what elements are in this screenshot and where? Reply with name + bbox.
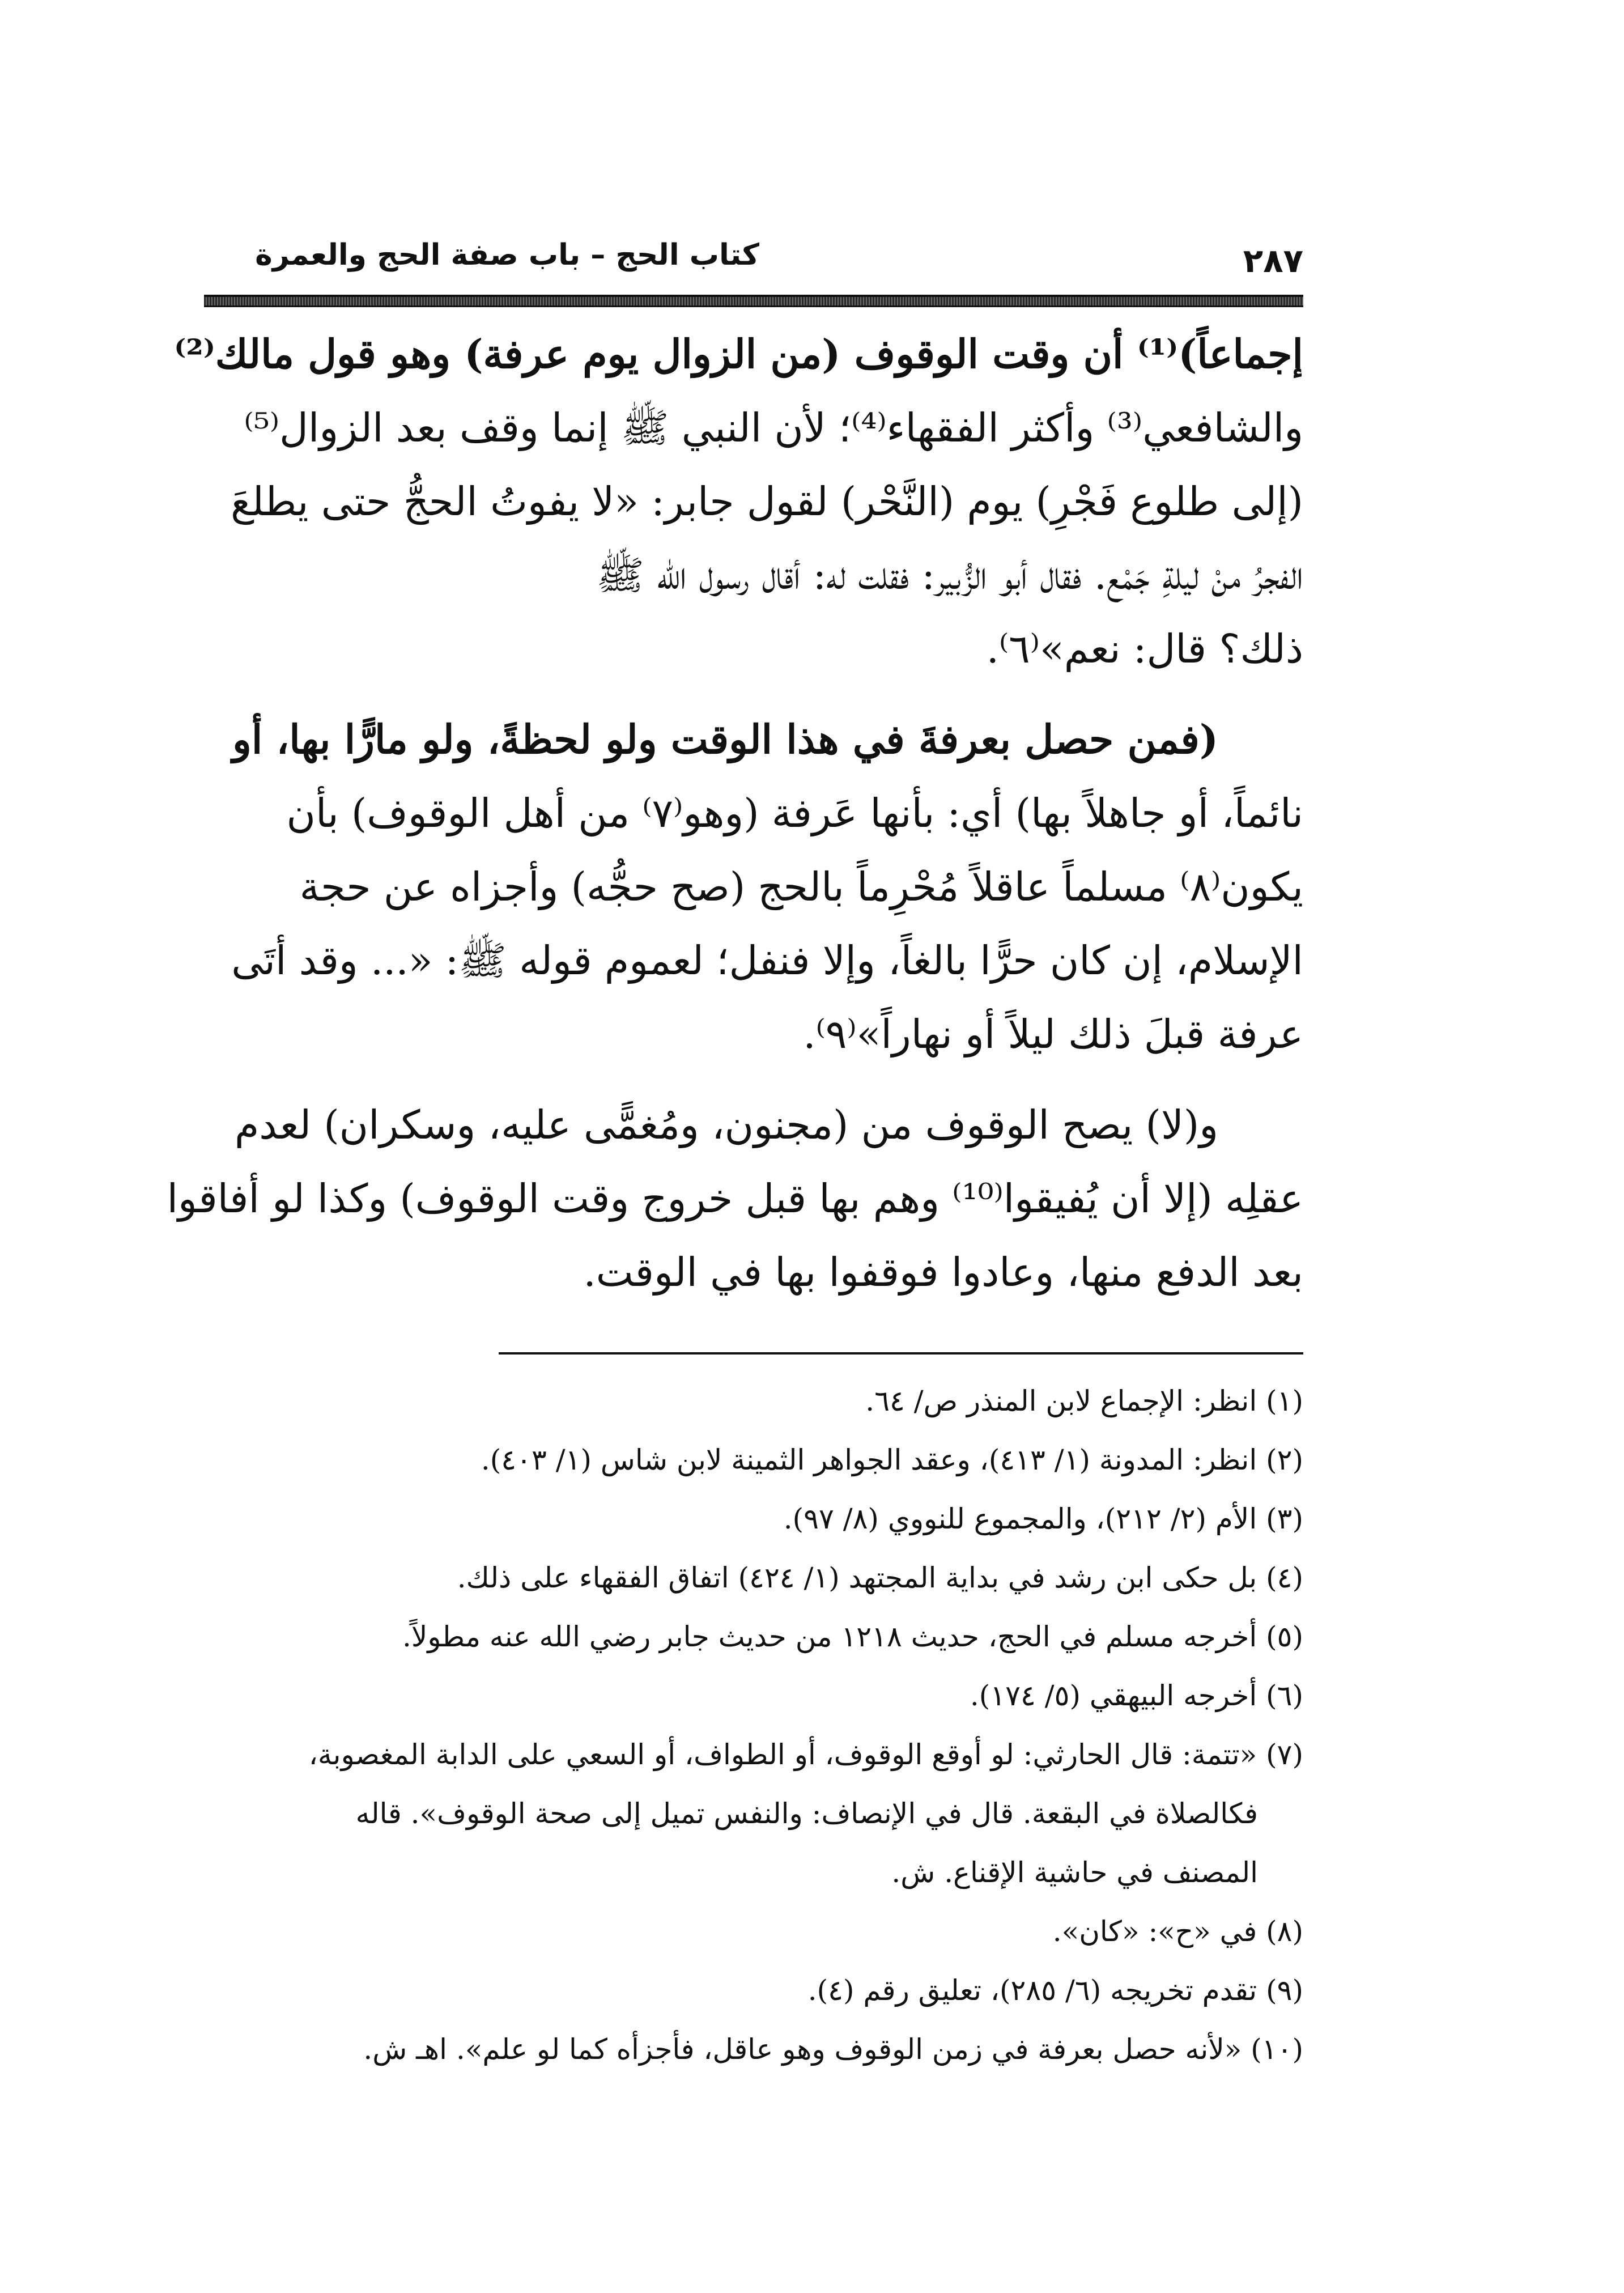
text-line: عقلِه (إلا أن يُفيقوا⁽¹⁰⁾ وهم بها قبل خروج وقت الوقوف) وكذا لو أفاقوا bbox=[167, 1175, 1303, 1222]
footnote: (٥) أخرجه مسلم في الحج، حديث ١٢١٨ من حديث جابر رضي الله عنه مطولاً. bbox=[402, 1620, 1303, 1653]
footnote: (٨) في «ح»: «كان». bbox=[1052, 1915, 1303, 1948]
text-line: ذلك؟ قال: نعم»⁽٦⁾. bbox=[986, 626, 1303, 672]
text-line: (إلى طلوع فَجْرِ) يوم (النَّحْر) لقول جابر: «لا يفوتُ الحجُّ حتى يطلعَ bbox=[231, 478, 1303, 525]
text-line: الإسلام، إن كان حرًّا بالغاً، وإلا فنفل؛ لعموم قوله ﷺ: «... وقد أتَى bbox=[231, 937, 1303, 984]
text-line: إجماعاً)⁽¹⁾ أن وقت الوقوف (من الزوال يوم عرفة) وهو قول مالك⁽²⁾ bbox=[174, 330, 1303, 377]
text-line: الفجرُ منْ ليلةِ جَمْع. فقال أبو الزُّبير: فقلت له: أقال رسول الله ﷺ bbox=[596, 552, 1303, 598]
footnote: (٣) الأم (٢/ ٢١٢)، والمجموع للنووي (٨/ ٩٧). bbox=[783, 1502, 1303, 1535]
text-line: عرفة قبلَ ذلك ليلاً أو نهاراً»⁽٩⁾. bbox=[803, 1011, 1303, 1058]
footnote: (٩) تقدم تخريجه (٦/ ٢٨٥)، تعليق رقم (٤). bbox=[807, 1974, 1303, 2007]
text-line: والشافعي⁽³⁾ وأكثر الفقهاء⁽⁴⁾؛ لأن النبي ﷺ إنما وقف بعد الزوال⁽⁵⁾ bbox=[244, 405, 1303, 451]
footnote-continuation: المصنف في حاشية الإقناع. ش. bbox=[891, 1856, 1258, 1889]
running-title: كتاب الحج – باب صفة الحج والعمرة bbox=[255, 238, 759, 272]
main-text bbox=[167, 317, 1303, 1309]
footnote: (٢) انظر: المدونة (١/ ٤١٣)، وعقد الجواهر الثمينة لابن شاس (١/ ٤٠٣). bbox=[481, 1443, 1303, 1476]
footnote-continuation: فكالصلاة في البقعة. قال في الإنصاف: والنفس تميل إلى صحة الوقوف». قاله bbox=[355, 1797, 1258, 1830]
footnote: (١٠) «لأنه حصل بعرفة في زمن الوقوف وهو عاقل، فأجزأه كما لو علم». اهـ ش. bbox=[363, 2033, 1303, 2066]
page-number: ٢٨٧ bbox=[1243, 241, 1303, 280]
page-header bbox=[204, 227, 1303, 289]
text-line: بعد الدفع منها، وعادوا فوقفوا بها في الوقت. bbox=[583, 1249, 1303, 1296]
footnote: (٤) بل حكى ابن رشد في بداية المجتهد (١/ ٤٢٤) اتفاق الفقهاء على ذلك. bbox=[457, 1561, 1303, 1594]
footnote-separator bbox=[499, 1352, 1303, 1354]
text-line: نائماً، أو جاهلاً بها) أي: بأنها عَرفة (وهو⁽٧⁾ من أهل الوقوف) بأن bbox=[286, 790, 1303, 836]
footnote: (١) انظر: الإجماع لابن المنذر ص/ ٦٤. bbox=[865, 1385, 1303, 1417]
footnotes bbox=[204, 1371, 1303, 2079]
text-line: (فمن حصل بعرفةَ في هذا الوقت ولو لحظةً، ولو مارًّا بها، أو bbox=[232, 716, 1218, 763]
text-line: يكون⁽٨⁾ مسلماً عاقلاً مُحْرِماً بالحج (صح حجُّه) وأجزاه عن حجة bbox=[299, 864, 1303, 910]
text-line: و(لا) يصح الوقوف من (مجنون، ومُغمًّى عليه، وسكران) لعدم bbox=[234, 1102, 1218, 1148]
header-rule bbox=[204, 295, 1303, 307]
footnote: (٦) أخرجه البيهقي (٥/ ١٧٤). bbox=[970, 1679, 1303, 1712]
footnote: (٧) «تتمة: قال الحارثي: لو أوقع الوقوف، أو الطواف، أو السعي على الدابة المغصوبة، bbox=[308, 1738, 1303, 1771]
